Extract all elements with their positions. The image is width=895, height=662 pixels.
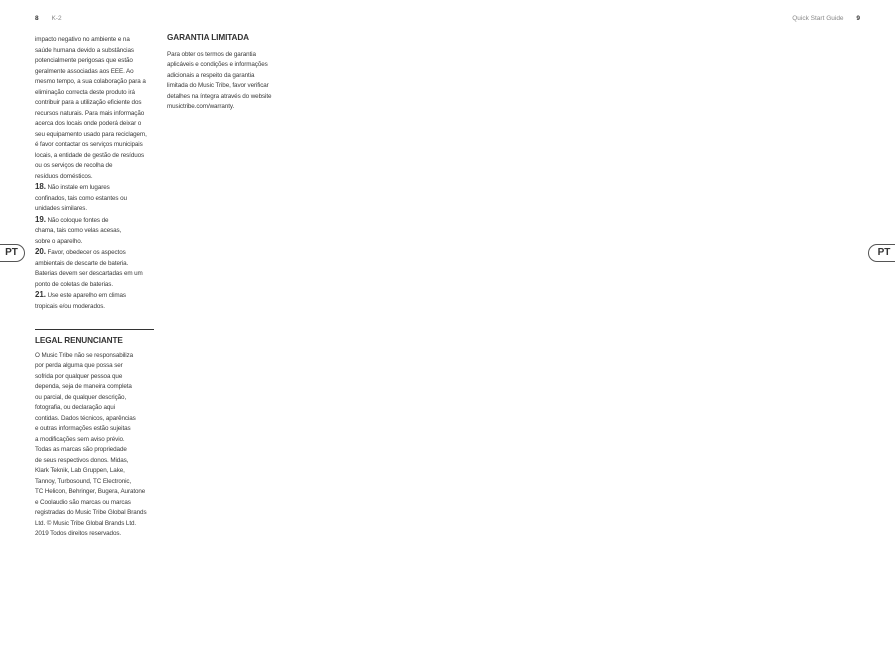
text-line: eliminação correcta deste produto irá xyxy=(35,88,135,96)
safety-item-18 xyxy=(35,182,157,215)
text-line: registradas do Music Tribe Global Brands xyxy=(35,509,147,516)
safety-item-19 xyxy=(35,215,157,248)
item-number: 21. xyxy=(35,290,46,299)
warranty-heading: GARANTIA LIMITADA xyxy=(167,33,249,42)
text-line: Use este aparelho em climas xyxy=(47,292,126,299)
safety-item-21 xyxy=(35,290,157,312)
left-column xyxy=(35,35,157,312)
text-line: Ltd. © Music Tribe Global Brands Ltd. xyxy=(35,519,137,527)
disposal-paragraph xyxy=(35,35,157,182)
text-line: Não instale em lugares xyxy=(47,184,110,191)
text-line: mesmo tempo, a sua colaboração para a xyxy=(35,78,146,85)
text-line: confinados, tais como estantes ou xyxy=(35,194,127,202)
text-line: recursos naturais. Para mais informação xyxy=(35,109,145,117)
text-line: de seus respectivos donos. Midas, xyxy=(35,456,129,464)
text-line: acerca dos locais onde poderá deixar o xyxy=(35,120,142,127)
text-line: Favor, obedecer os aspectos xyxy=(47,249,126,256)
guide-title: Quick Start Guide xyxy=(792,15,844,22)
page-header-right xyxy=(792,15,860,22)
warranty-link[interactable]: musictribe.com/warranty. xyxy=(167,103,235,110)
legal-heading: LEGAL RENUNCIANTE xyxy=(35,336,123,345)
text-line: impacto negativo no ambiente e na xyxy=(35,36,130,43)
text-line: ambientais de descarte de bateria. xyxy=(35,259,129,267)
text-line: e Coolaudio são marcas ou marcas xyxy=(35,498,131,506)
text-line: fotografia, ou declaração aqui xyxy=(35,404,115,411)
text-line: sobre o aparelho. xyxy=(35,237,83,245)
language-tab-left: PT xyxy=(0,244,25,262)
text-line: 2019 Todos direitos reservados. xyxy=(35,530,122,537)
text-line: O Music Tribe não se responsabiliza xyxy=(35,351,133,359)
text-line: aplicáveis e condições e informações xyxy=(167,61,268,68)
text-line: limitada do Music Tribe, favor verificar xyxy=(167,82,269,89)
item-number: 20. xyxy=(35,247,46,256)
text-line: Klark Teknik, Lab Gruppen, Lake, xyxy=(35,467,125,474)
text-line: saúde humana devido a substâncias xyxy=(35,46,134,54)
text-line: Para obter os termos de garantia xyxy=(167,50,256,58)
text-line: Todas as marcas são propriedade xyxy=(35,446,127,453)
text-line: por perda alguma que possa ser xyxy=(35,362,123,369)
section-divider xyxy=(35,329,154,330)
item-number: 18. xyxy=(35,182,46,191)
text-line: Não coloque fontes de xyxy=(47,216,109,224)
model-name: K-2 xyxy=(51,15,62,22)
safety-item-20 xyxy=(35,247,157,290)
text-line: ou parcial, de qualquer descrição, xyxy=(35,393,127,401)
page-header-left xyxy=(35,15,62,22)
text-line: adicionais a respeito da garantia xyxy=(167,71,255,79)
text-line: detalhes na íntegra através do website xyxy=(167,92,272,100)
text-line: Baterias devem ser descartadas em um xyxy=(35,270,143,277)
text-line: Tannoy, Turbosound, TC Electronic, xyxy=(35,477,132,485)
language-tab-right: PT xyxy=(868,244,895,262)
item-number: 19. xyxy=(35,214,46,224)
text-line: geralmente associadas aos EEE. Ao xyxy=(35,67,134,75)
text-line: unidades similares. xyxy=(35,205,87,212)
page-number-left: 8 xyxy=(35,15,39,22)
text-line: sofrida por qualquer pessoa que xyxy=(35,372,123,380)
text-line: resíduos domésticos. xyxy=(35,172,93,180)
text-line: ou os serviços de recolha de xyxy=(35,162,113,169)
text-line: TC Helicon, Behringer, Bugera, Auratone xyxy=(35,488,146,495)
text-line: potencialmente perigosas que estão xyxy=(35,57,133,64)
text-line: a modificações sem aviso prévio. xyxy=(35,435,125,443)
text-line: locais, a entidade de gestão de resíduos xyxy=(35,151,145,159)
page-number-right: 9 xyxy=(856,15,860,22)
right-column xyxy=(167,33,292,113)
text-line: contribuir para a utilização eficiente dos xyxy=(35,99,142,106)
text-line: contidas. Dados técnicos, aparências xyxy=(35,414,136,422)
text-line: e outras informações estão sujeitas xyxy=(35,425,131,432)
text-line: ponto de coletas de baterias. xyxy=(35,280,113,288)
text-line: seu equipamento usado para reciclagem, xyxy=(35,130,147,138)
text-line: tropicais e/ou moderados. xyxy=(35,302,105,310)
text-line: chama, tais como velas acesas, xyxy=(35,227,122,234)
legal-section xyxy=(35,336,157,540)
text-line: dependa, seja de maneira completa xyxy=(35,383,132,390)
text-line: é favor contactar os serviços municipais xyxy=(35,141,143,148)
